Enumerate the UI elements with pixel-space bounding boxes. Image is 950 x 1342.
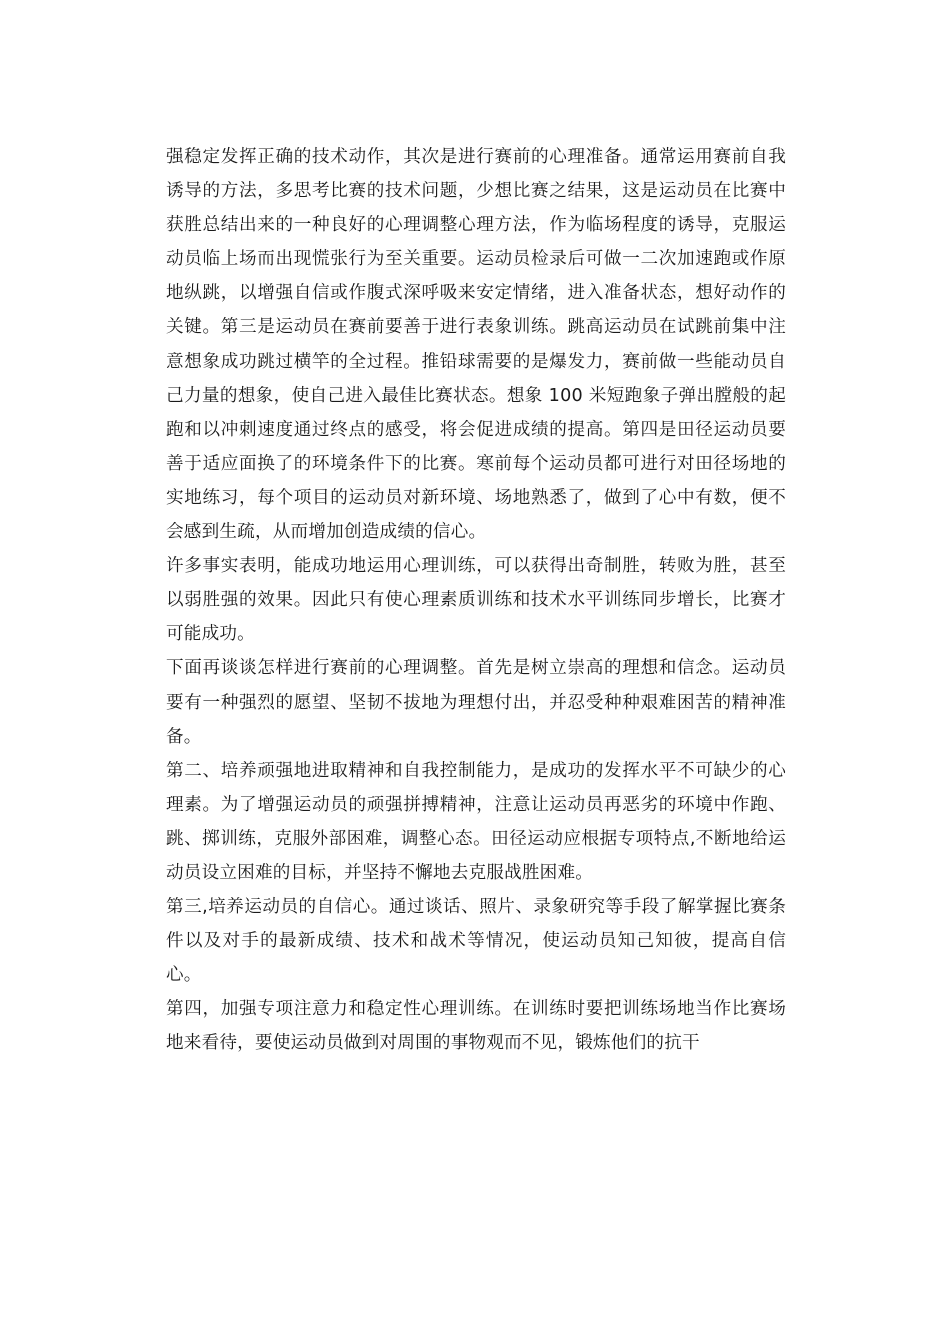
- document-body: [166, 140, 786, 1061]
- paragraph-6: 第四，加强专项注意力和稳定性心理训练。在训练时要把训练场地当作比赛场地来看待，要使运动员做到对周围的事物观而不见，锻炼他们的抗干: [166, 999, 786, 1054]
- paragraph-2: 许多事实表明，能成功地运用心理训练，可以获得出奇制胜，转败为胜，甚至以弱胜强的效果。因此只有使心理素质训练和技术水平训练同步增长，比赛才可能成功。: [166, 556, 786, 645]
- paragraph-1: 强稳定发挥正确的技术动作，其次是进行赛前的心理准备。通常运用赛前自我诱导的方法，多思考比赛的技术问题，少想比赛之结果，这是运动员在比赛中获胜总结出来的一种良好的心理调整心理方法，作为临场程度的诱导，克服运动员临上场而出现慌张行为至关重要。运动员检录后可做一二次加速跑或作原地纵跳，以增强自信或作腹式深呼吸来安定情绪，进入准备状态，想好动作的关键。第三是运动员在赛前要善于进行表象训练。跳高运动员在试跳前集中注意想象成功跳过横竿的全过程。推铅球需要的是爆发力，赛前做一些能动员自己力量的想象，使自己进入最佳比赛状态。想象 100 米短跑象子弹出膛般的起跑和以冲刺速度通过终点的感受，将会促进成绩的提高。第四是田径运动员要善于适应面换了的环境条件下的比赛。寒前每个运动员都可进行对田径场地的实地练习，每个项目的运动员对新环境、场地熟悉了，做到了心中有数，便不会感到生疏，从而增加创造成绩的信心。: [166, 147, 786, 543]
- paragraph-4: 第二、培养顽强地进取精神和自我控制能力，是成功的发挥水平不可缺少的心理素。为了增强运动员的顽强拼搏精神，注意让运动员再恶劣的环境中作跑、跳、掷训练，克服外部困难，调整心态。田径运动应根据专项特点,不断地给运动员设立困难的目标，并坚持不懈地去克服战胜困难。: [166, 760, 786, 883]
- paragraph-5: 第三,培养运动员的自信心。通过谈话、照片、录象研究等手段了解掌握比赛条件以及对手的最新成绩、技术和战术等情况，使运动员知己知彼，提高自信心。: [166, 897, 786, 986]
- paragraph-3: 下面再谈谈怎样进行赛前的心理调整。首先是树立崇高的理想和信念。运动员要有一种强烈的愿望、坚韧不拔地为理想付出，并忍受种种艰难困苦的精神准备。: [166, 658, 786, 747]
